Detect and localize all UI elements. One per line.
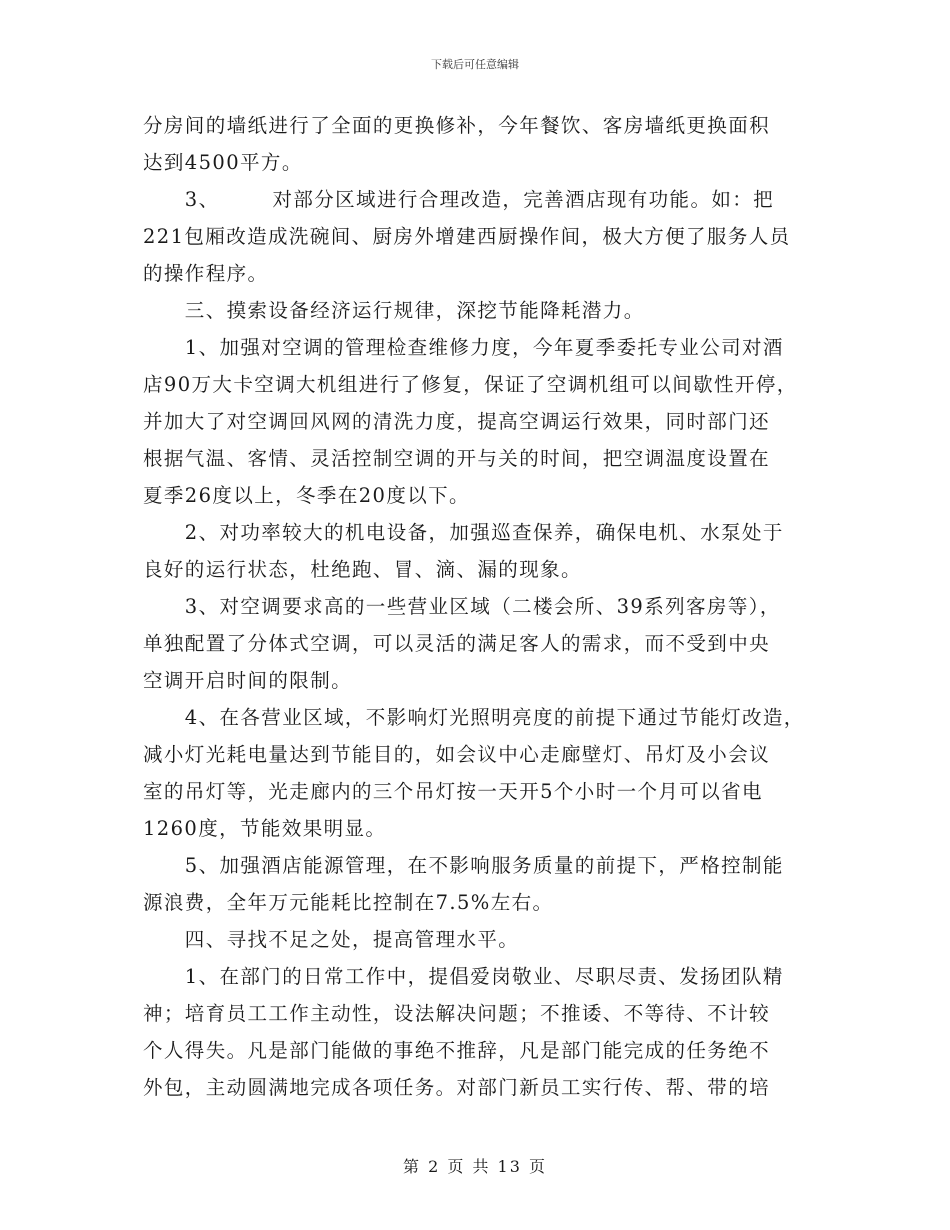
text-line: 并加大了对空调回风网的清洗力度，提高空调运行效果，同时部门还 <box>143 410 771 433</box>
text-line: 四、寻找不足之处，提高管理水平。 <box>143 928 520 951</box>
text-line: 4、在各营业区域，不影响灯光照明亮度的前提下通过节能灯改造， <box>143 706 805 729</box>
page-header: 下载后可任意编辑 <box>431 58 519 71</box>
text-line: 神；培育员工工作主动性，设法解决问题；不推诿、不等待、不计较 <box>143 1002 771 1025</box>
text-line: 达到4500平方。 <box>143 151 303 174</box>
text-line: 室的吊灯等，光走廊内的三个吊灯按一天开5个小时一个月可以省电 <box>143 780 763 803</box>
page-footer: 第 2 页 共 13 页 <box>403 1157 547 1176</box>
text-line: 单独配置了分体式空调，可以灵活的满足客人的需求，而不受到中央 <box>143 632 771 655</box>
text-line: 1260度，节能效果明显。 <box>143 817 387 840</box>
text-line: 外包，主动圆满地完成各项任务。对部门新员工实行传、帮、带的培 <box>143 1076 771 1099</box>
text-line: 2、对功率较大的机电设备，加强巡查保养，确保电机、水泵处于 <box>143 521 784 544</box>
text-line: 个人得失。凡是部门能做的事绝不推辞，凡是部门能完成的任务绝不 <box>143 1039 771 1062</box>
text-line: 根据气温、客情、灵活控制空调的开与关的时间，把空调温度设置在 <box>143 447 771 470</box>
body-text <box>143 107 808 1106</box>
text-line: 减小灯光耗电量达到节能目的，如会议中心走廊壁灯、吊灯及小会议 <box>143 743 771 766</box>
text-line: 空调开启时间的限制。 <box>143 669 353 692</box>
text-line: 的操作程序。 <box>143 262 269 285</box>
text-line: 店90万大卡空调大机组进行了修复，保证了空调机组可以间歇性开停， <box>143 373 798 396</box>
text-line: 分房间的墙纸进行了全面的更换修补，今年餐饮、客房墙纸更换面积 <box>143 114 771 137</box>
text-line: 夏季26度以上，冬季在20度以下。 <box>143 484 470 507</box>
text-line: 3、对空调要求高的一些营业区域（二楼会所、39系列客房等）， <box>143 595 781 618</box>
text-line: 源浪费，全年万元能耗比控制在7.5%左右。 <box>143 891 554 914</box>
text-line: 221包厢改造成洗碗间、厨房外增建西厨操作间，极大方便了服务人员 <box>143 225 791 248</box>
text-line: 5、加强酒店能源管理，在不影响服务质量的前提下，严格控制能 <box>143 854 784 877</box>
text-line: 3、 对部分区域进行合理改造，完善酒店现有功能。如：把 <box>143 188 775 211</box>
text-line: 良好的运行状态，杜绝跑、冒、滴、漏的现象。 <box>143 558 582 581</box>
text-line: 1、在部门的日常工作中，提倡爱岗敬业、尽职尽责、发扬团队精 <box>143 965 784 988</box>
text-line: 1、加强对空调的管理检查维修力度，今年夏季委托专业公司对酒 <box>143 336 784 359</box>
text-line: 三、摸索设备经济运行规律，深挖节能降耗潜力。 <box>143 299 645 322</box>
